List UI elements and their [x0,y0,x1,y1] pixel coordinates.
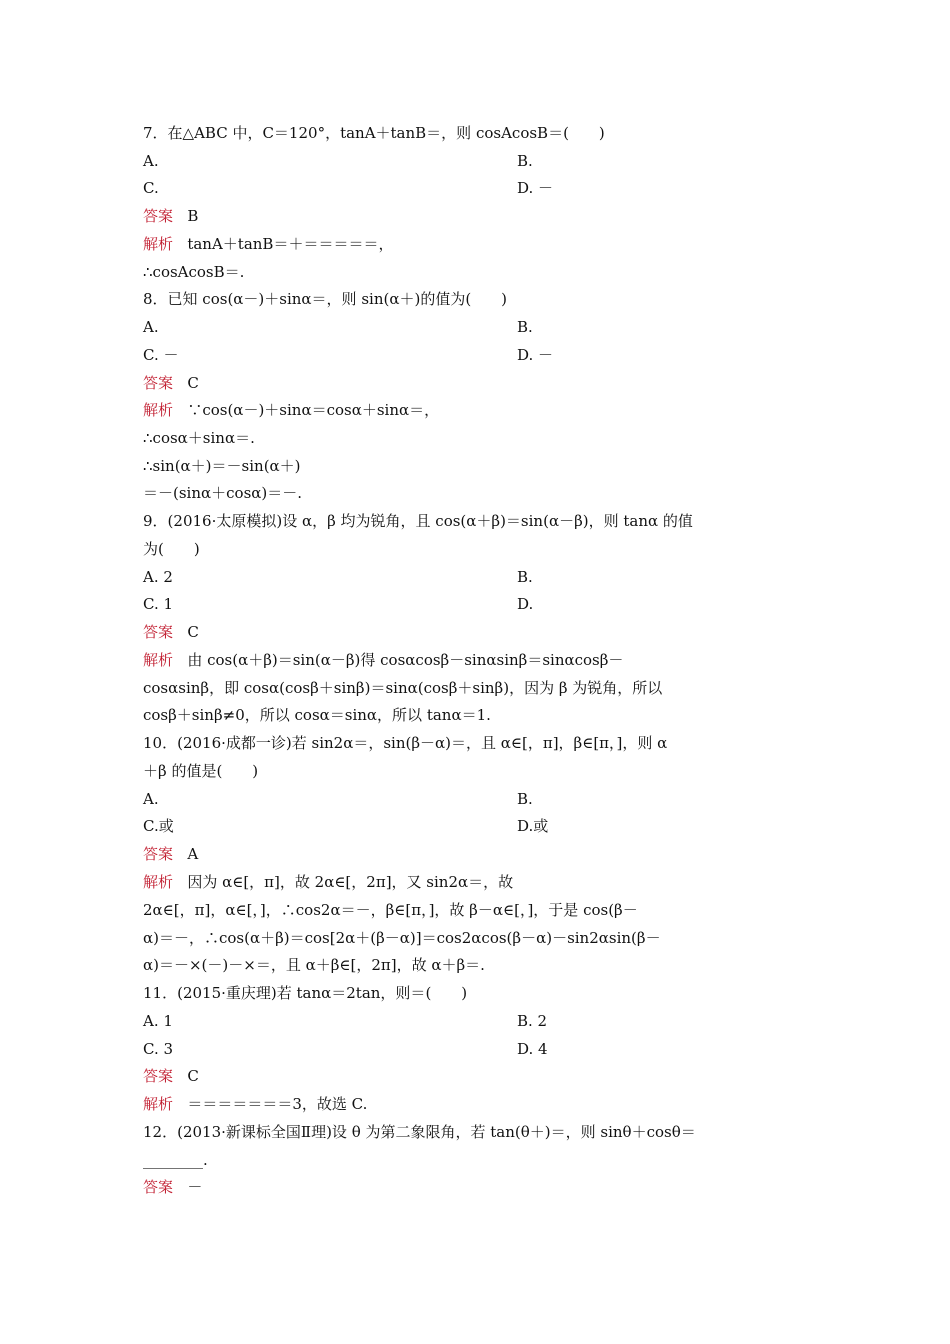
answer-label: 答案 [143,623,174,641]
q9-stem: 9．(2016·太原模拟)设 α，β 均为锐角，且 cos(α＋β)＝sin(α－β)，则 tanα 的值 [143,512,693,530]
analysis-label: 解析 [143,401,174,419]
q7-option-c: C. [143,179,159,197]
analysis-text: ＝＝＝＝＝＝＝3，故选 C. [187,1095,368,1113]
q8-option-c: C. － [143,346,179,364]
q11-answer [143,1066,199,1086]
analysis-label: 解析 [143,873,174,891]
analysis-label: 解析 [143,1095,174,1113]
q11-stem: 11．(2015·重庆理)若 tanα＝2tan，则＝( ) [143,984,468,1002]
q9-option-d: D. [517,595,534,613]
answer-value: － [187,1178,203,1196]
analysis-label: 解析 [143,651,174,669]
q12-stem-blank: ________. [143,1151,208,1169]
q9-option-a: A. 2 [143,568,173,586]
q10-analysis-line: 2α∈[，π]，α∈[，]，∴cos2α＝－，β∈[π，]，故 β－α∈[，]，于是 cos(β－ [143,901,638,919]
answer-value: A [187,845,199,863]
q10-option-d: D.或 [517,817,549,835]
answer-value: C [187,623,199,641]
analysis-text: ∵cos(α－)＋sinα＝cosα＋sinα＝， [187,401,440,419]
q8-analysis-line: ∴sin(α＋)＝－sin(α＋) [143,457,301,475]
q12-answer [143,1177,202,1197]
q11-option-a: A. 1 [143,1012,173,1030]
q10-option-a: A. [143,790,159,808]
q8-option-a: A. [143,318,159,336]
q8-option-b: B. [517,318,533,336]
q8-analysis [143,400,439,420]
q8-stem: 8．已知 cos(α－)＋sinα＝，则 sin(α＋)的值为( ) [143,290,508,308]
q8-option-d: D. － [517,346,554,364]
q7-option-b: B. [517,152,533,170]
analysis-text: 因为 α∈[，π]，故 2α∈[，2π]，又 sin2α＝，故 [187,873,514,891]
q9-analysis [143,650,623,670]
answer-label: 答案 [143,1067,174,1085]
q10-option-c: C.或 [143,817,174,835]
q10-option-b: B. [517,790,533,808]
q8-answer [143,373,199,393]
q8-analysis-line: ＝－(sinα＋cosα)＝－. [143,484,303,502]
q9-option-c: C. 1 [143,595,174,613]
q7-analysis [143,234,393,254]
q10-answer [143,844,198,864]
q11-analysis [143,1094,367,1114]
q7-option-a: A. [143,152,159,170]
q9-stem-line: 为( ) [143,540,200,558]
q10-analysis-line: α)＝－×(－)－×＝，且 α＋β∈[，2π]，故 α＋β＝. [143,956,485,974]
q8-analysis-line: ∴cosα＋sinα＝. [143,429,255,447]
answer-label: 答案 [143,1178,174,1196]
q11-option-b: B. 2 [517,1012,548,1030]
q7-option-d: D. － [517,179,554,197]
q11-option-c: C. 3 [143,1040,174,1058]
q11-option-d: D. 4 [517,1040,548,1058]
q10-stem-line: ＋β 的值是( ) [143,762,259,780]
q9-option-b: B. [517,568,533,586]
q9-analysis-line: cosβ＋sinβ≠0，所以 cosα＝sinα，所以 tanα＝1. [143,706,491,724]
analysis-text: tanA＋tanB＝＋＝＝＝＝＝， [187,235,394,253]
q9-answer [143,622,199,642]
analysis-text: 由 cos(α＋β)＝sin(α－β)得 cosαcosβ－sinαsinβ＝sinαcosβ－ [187,651,624,669]
q12-stem: 12．(2013·新课标全国Ⅱ理)设 θ 为第二象限角，若 tan(θ＋)＝，则 sinθ＋cosθ＝ [143,1123,696,1141]
answer-label: 答案 [143,207,174,225]
q7-answer [143,206,198,226]
q10-stem: 10．(2016·成都一诊)若 sin2α＝，sin(β－α)＝，且 α∈[，π]，β∈[π，]，则 α [143,734,668,752]
q9-analysis-line: cosαsinβ，即 cosα(cosβ＋sinβ)＝sinα(cosβ＋sinβ)，因为 β 为锐角，所以 [143,679,663,697]
answer-value: B [187,207,199,225]
answer-label: 答案 [143,845,174,863]
q10-analysis [143,872,513,892]
q10-analysis-line: α)＝－，∴cos(α＋β)＝cos[2α＋(β－α)]＝cos2αcos(β－α)－sin2αsin(β－ [143,929,661,947]
analysis-label: 解析 [143,235,174,253]
answer-label: 答案 [143,374,174,392]
q7-analysis-line: ∴cosAcosB＝. [143,263,245,281]
q7-stem: 7．在△ABC 中，C＝120°，tanA＋tanB＝，则 cosAcosB＝( ) [143,124,605,142]
answer-value: C [187,374,199,392]
answer-value: C [187,1067,199,1085]
